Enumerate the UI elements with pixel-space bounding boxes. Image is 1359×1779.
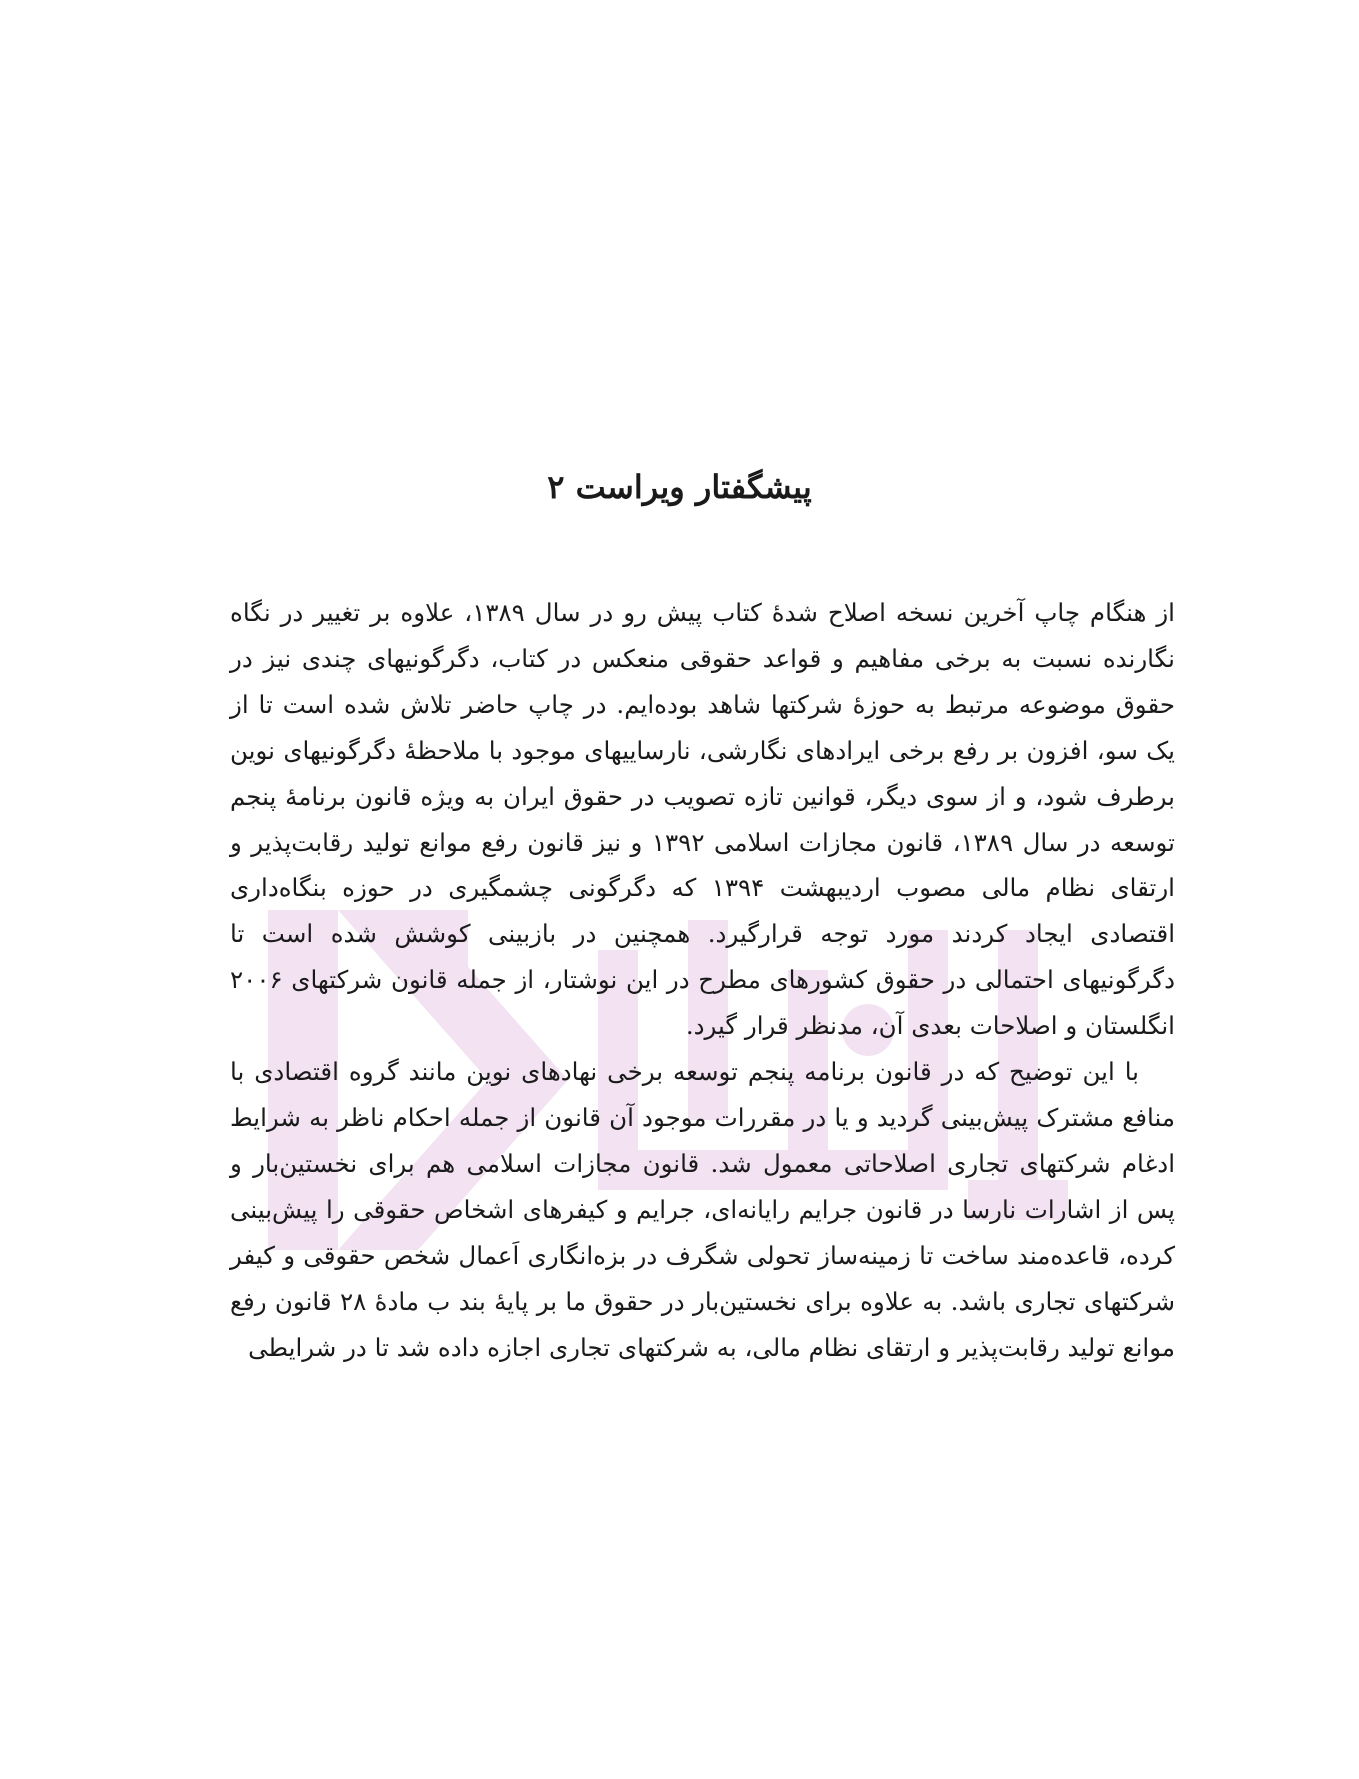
body-text xyxy=(230,590,1175,1370)
paragraph: با این توضیح که در قانون برنامه پنجم توسعه برخی نهادهای نوین مانند گروه اقتصادی با منافع مشترک پیش‌بینی گردید و یا در مقررات موجود آن قانون از جمله احکام ناظر به شرایط ادغام شرکتهای تجاری اصلاحاتی معمول شد. قانون مجازات اسلامی هم برای نخستین‌بار و پس از اشارات نارسا در قانون جرایم رایانه‌ای، جرایم و کیفرهای اشخاص حقوقی را پیش‌بینی کرده، قاعده‌مند ساخت تا زمینه‌ساز تحولی شگرف در بزه‌انگاری اَعمال شخص حقوقی و کیفر شرکتهای تجاری باشد. به علاوه برای نخستین‌بار در حقوق ما بر پایهٔ بند ب مادهٔ ۲۸ قانون رفع موانع تولید رقابت‌پذیر و ارتقای نظام مالی، به شرکتهای تجاری اجازه داده شد تا در شرایطی xyxy=(230,1057,1175,1362)
page-title: پیشگفتار ویراست ۲ xyxy=(547,468,812,506)
paragraph: از هنگام چاپ آخرین نسخه اصلاح شدهٔ کتاب پیش رو در سال ۱۳۸۹، علاوه بر تغییر در نگاه نگارنده نسبت به برخی مفاهیم و قواعد حقوقی منعکس در کتاب، دگرگونیهای چندی نیز در حقوق موضوعه مرتبط به حوزهٔ شرکتها شاهد بوده‌ایم. در چاپ حاضر تلاش شده است تا از یک سو، افزون بر رفع برخی ایرادهای نگارشی، نارساییهای موجود با ملاحظهٔ دگرگونیهای نوین برطرف شود، و از سوی دیگر، قوانین تازه تصویب در حقوق ایران به ویژه قانون برنامهٔ پنجم توسعه در سال ۱۳۸۹، قانون مجازات اسلامی ۱۳۹۲ و نیز قانون رفع موانع تولید رقابت‌پذیر و ارتقای نظام مالی مصوب اردیبهشت ۱۳۹۴ که دگرگونی چشمگیری در حوزه بنگاه‌داری اقتصادی ایجاد کردند مورد توجه قرارگیرد. همچنین در بازبینی کوشش شده است تا دگرگونیهای احتمالی در حقوق کشورهای مطرح در این نوشتار، از جمله قانون شرکتهای ۲۰۰۶ انگلستان و اصلاحات بعدی آن، مدنظر قرار گیرد. xyxy=(230,598,1175,1041)
